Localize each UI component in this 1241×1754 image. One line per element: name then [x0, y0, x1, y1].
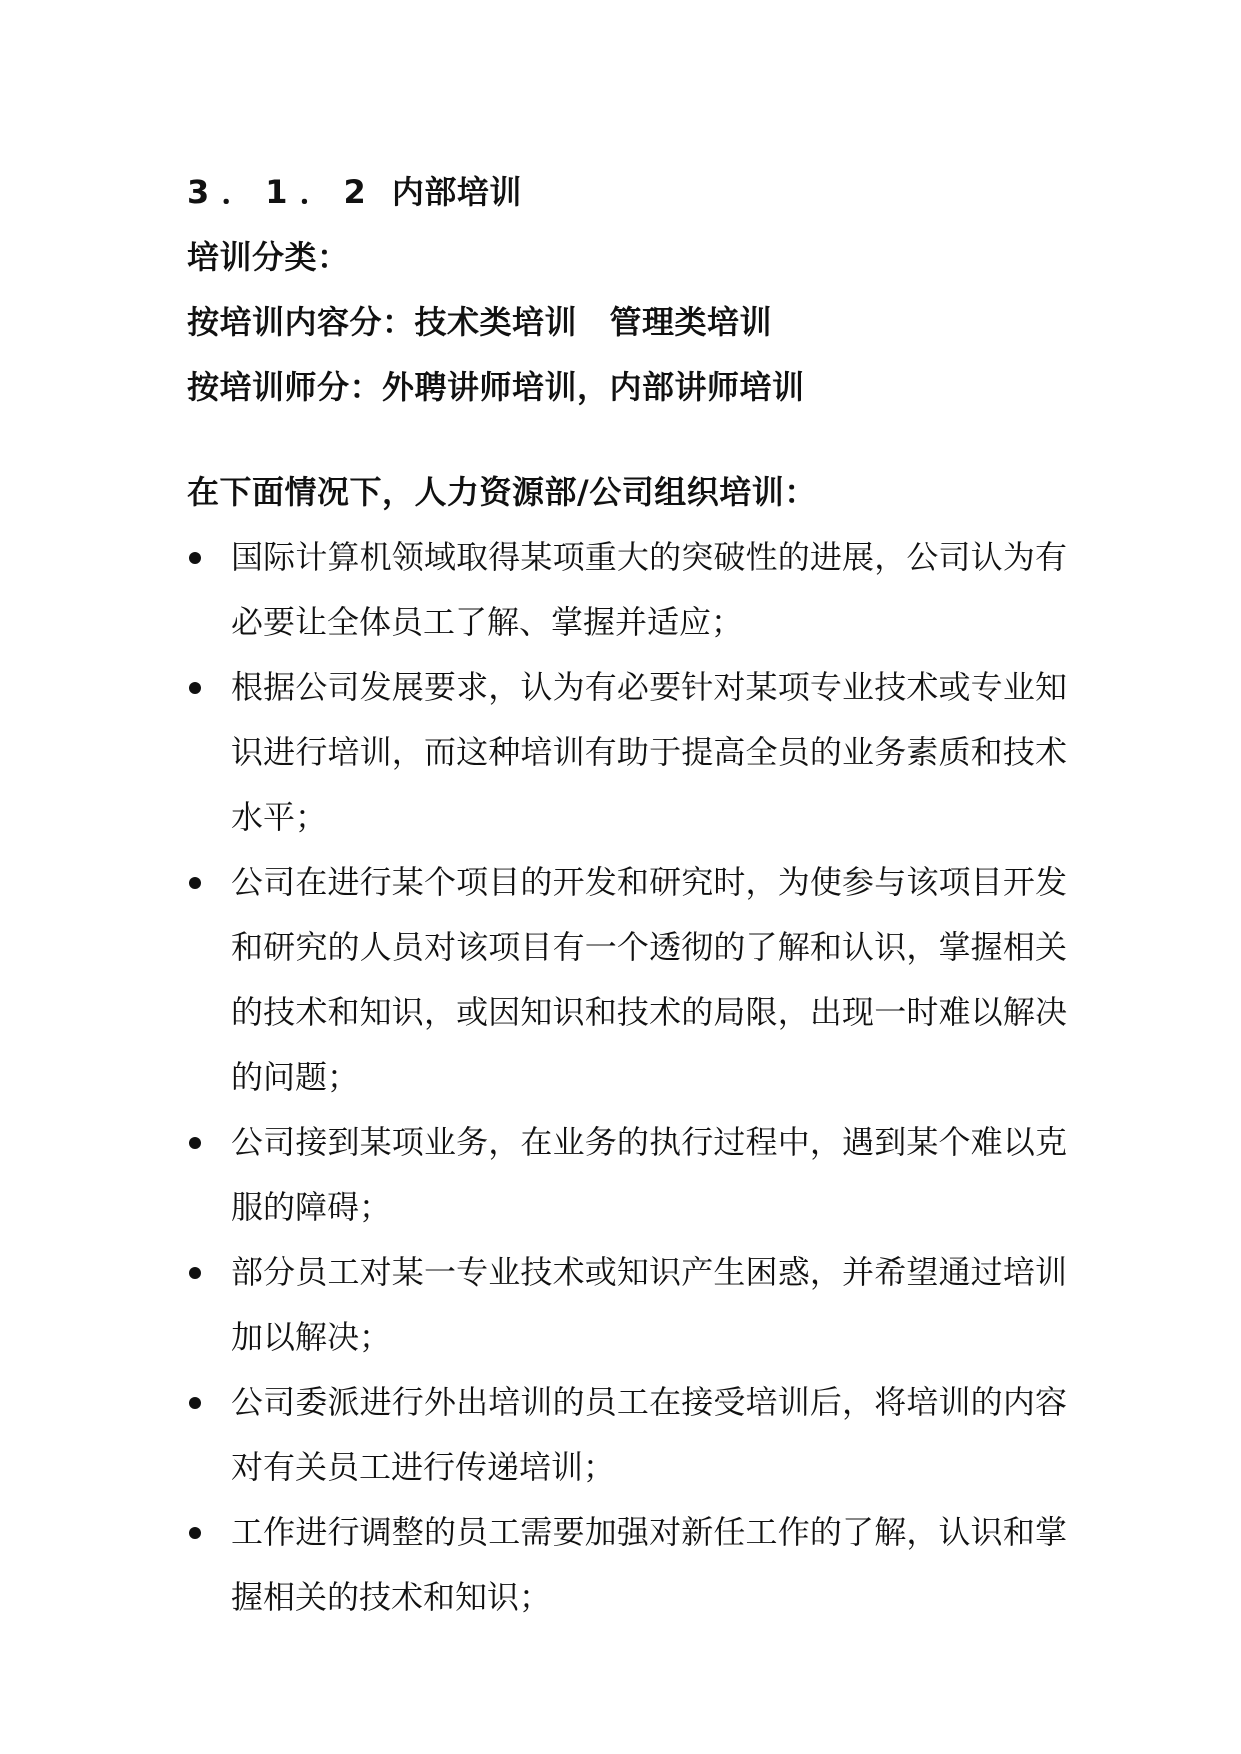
- list-item: [187, 525, 1067, 655]
- bullet-icon: [189, 1267, 201, 1279]
- list-item: [187, 655, 1067, 850]
- classification-heading: 培训分类：: [187, 238, 350, 276]
- list-item: [187, 1500, 1067, 1630]
- document-page: [187, 160, 1067, 1630]
- list-item: [187, 850, 1067, 1110]
- bullet-icon: [189, 1397, 201, 1409]
- bullet-icon: [189, 1527, 201, 1539]
- list-item-text: 工作进行调整的员工需要加强对新任工作的了解，认识和掌握相关的技术和知识；: [231, 1513, 1067, 1616]
- list-item-text: 部分员工对某一专业技术或知识产生困惑，并希望通过培训加以解决；: [231, 1253, 1067, 1356]
- list-item: [187, 1240, 1067, 1370]
- section-heading: [187, 160, 1067, 225]
- bullet-icon: [189, 682, 201, 694]
- classification-by-instructor: 按培训师分：外聘讲师培训，内部讲师培训: [187, 368, 805, 406]
- list-item: [187, 1110, 1067, 1240]
- section-number: 3．1．2: [187, 173, 378, 211]
- list-item: [187, 1370, 1067, 1500]
- list-item-text: 公司接到某项业务，在业务的执行过程中，遇到某个难以克服的障碍；: [231, 1123, 1067, 1226]
- section-title: 内部培训: [391, 173, 522, 211]
- bullet-icon: [189, 1137, 201, 1149]
- conditions-list: [187, 525, 1067, 1630]
- list-item-text: 国际计算机领域取得某项重大的突破性的进展，公司认为有必要让全体员工了解、掌握并适应；: [231, 538, 1067, 641]
- bullet-icon: [189, 552, 201, 564]
- list-item-text: 根据公司发展要求，认为有必要针对某项专业技术或专业知识进行培训，而这种培训有助于提高全员的业务素质和技术水平；: [231, 668, 1067, 836]
- bullet-icon: [189, 877, 201, 889]
- classification-by-content: 按培训内容分：技术类培训 管理类培训: [187, 303, 773, 341]
- list-item-text: 公司委派进行外出培训的员工在接受培训后，将培训的内容对有关员工进行传递培训；: [231, 1383, 1067, 1486]
- conditions-heading: 在下面情况下，人力资源部/公司组织培训：: [187, 473, 817, 511]
- list-item-text: 公司在进行某个项目的开发和研究时，为使参与该项目开发和研究的人员对该项目有一个透彻的了解和认识，掌握相关的技术和知识，或因知识和技术的局限，出现一时难以解决的问题；: [231, 863, 1067, 1096]
